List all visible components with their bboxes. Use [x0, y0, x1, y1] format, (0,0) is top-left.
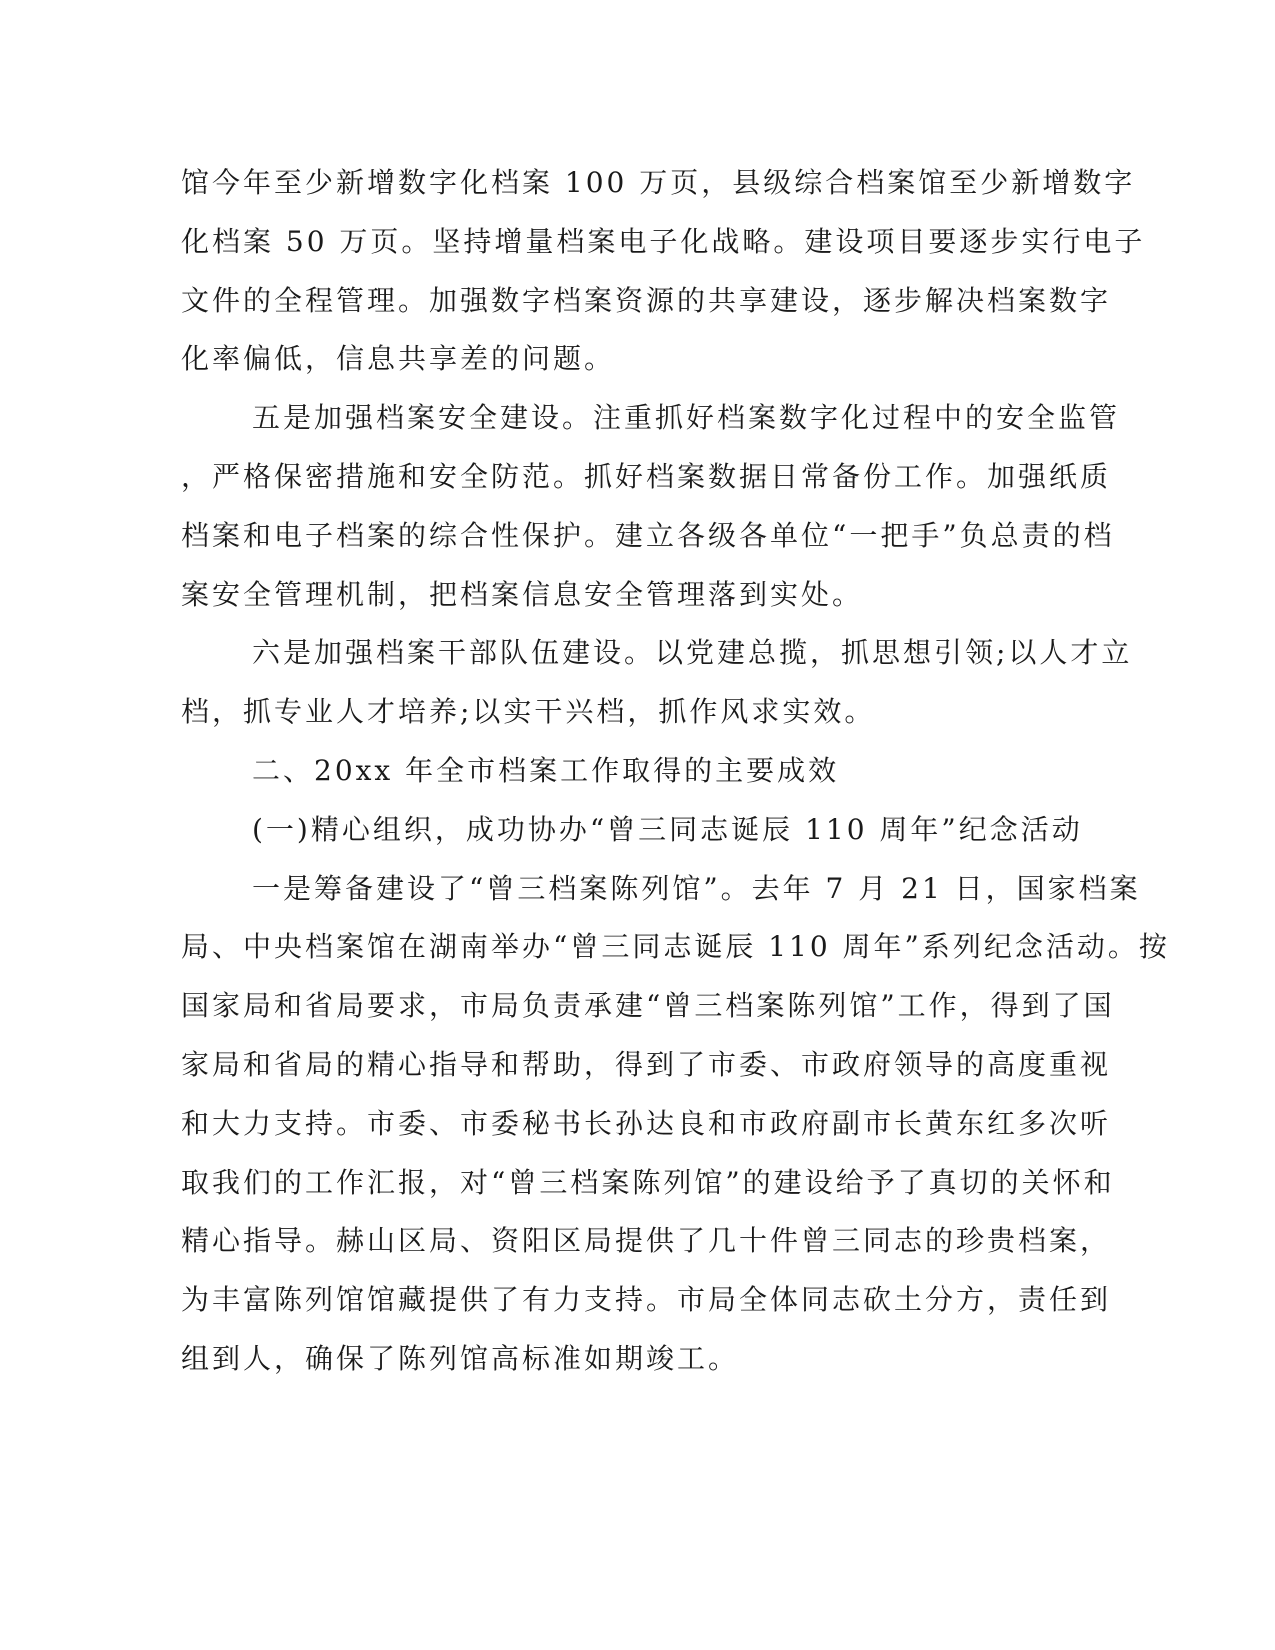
text-line: 局、中央档案馆在湖南举办“曾三同志诞辰 110 周年”系列纪念活动。按 — [181, 930, 1170, 964]
text-line: 精心指导。赫山区局、资阳区局提供了几十件曾三同志的珍贵档案， — [181, 1224, 1112, 1258]
paragraph-first-line: 一是筹备建设了“曾三档案陈列馆”。去年 7 月 21 日，国家档案 — [252, 871, 1141, 905]
text-line: 家局和省局的精心指导和帮助，得到了市委、市政府领导的高度重视 — [181, 1047, 1112, 1081]
text-line: ，严格保密措施和安全防范。抓好档案数据日常备份工作。加强纸质 — [181, 459, 1112, 493]
text-line: 馆今年至少新增数字化档案 100 万页，县级综合档案馆至少新增数字 — [181, 166, 1136, 199]
text-line: 取我们的工作汇报，对“曾三档案陈列馆”的建设给予了真切的关怀和 — [181, 1165, 1115, 1199]
text-line: 文件的全程管理。加强数字档案资源的共享建设，逐步解决档案数字 — [181, 283, 1112, 317]
text-line: 档，抓专业人才培养;以实干兴档，抓作风求实效。 — [181, 695, 876, 729]
text-line: 组到人，确保了陈列馆高标准如期竣工。 — [181, 1341, 740, 1375]
text-line: 案安全管理机制，把档案信息安全管理落到实处。 — [181, 577, 864, 611]
text-line: 和大力支持。市委、市委秘书长孙达良和市政府副市长黄东红多次听 — [181, 1106, 1112, 1140]
section-heading: 二、20xx 年全市档案工作取得的主要成效 — [252, 753, 840, 787]
text-line: 化率偏低，信息共享差的问题。 — [181, 342, 616, 376]
paragraph-first-line: 五是加强档案安全建设。注重抓好档案数字化过程中的安全监管 — [252, 401, 1121, 435]
body-text — [181, 154, 1170, 1389]
text-line: 国家局和省局要求，市局负责承建“曾三档案陈列馆”工作，得到了国 — [181, 989, 1115, 1023]
text-line: 化档案 50 万页。坚持增量档案电子化战略。建设项目要逐步实行电子 — [181, 224, 1146, 258]
paragraph-first-line: 六是加强档案干部队伍建设。以党建总揽，抓思想引领;以人才立 — [252, 636, 1133, 670]
subsection-heading: (一)精心组织，成功协办“曾三同志诞辰 110 周年”纪念活动 — [252, 812, 1083, 846]
text-line: 档案和电子档案的综合性保护。建立各级各单位“一把手”负总责的档 — [181, 518, 1115, 552]
text-line: 为丰富陈列馆馆藏提供了有力支持。市局全体同志砍土分方，责任到 — [181, 1283, 1112, 1317]
